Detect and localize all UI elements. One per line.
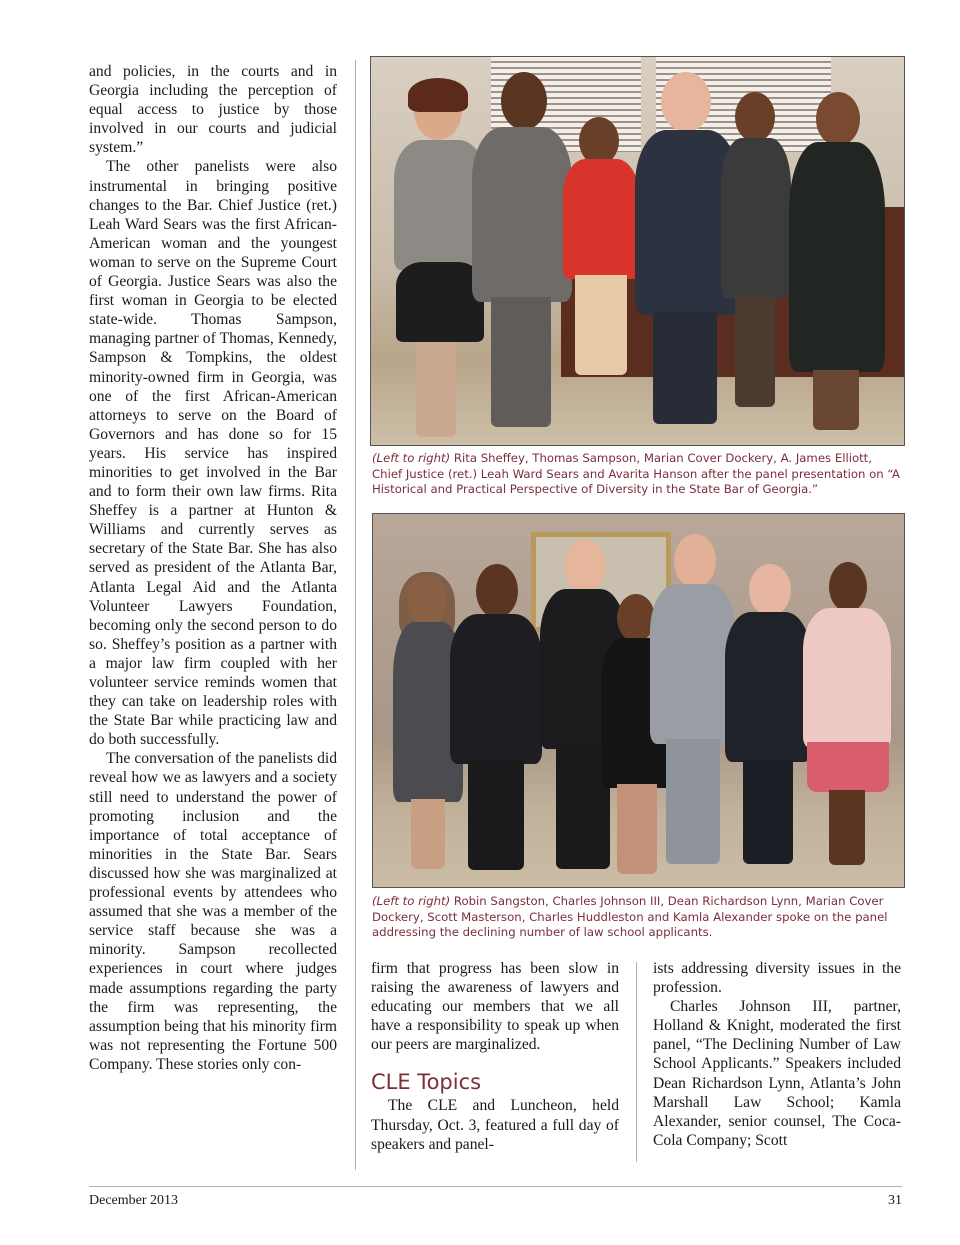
photo-panelists-law-school [372, 513, 905, 888]
photo-caption-top [372, 451, 904, 498]
column-divider-middle [636, 962, 637, 1162]
person-figure [561, 117, 641, 446]
caption-text: Robin Sangston, Charles Johnson III, Dean Richardson Lynn, Marian Cover Dockery, Scott Masterson, Charles Huddleston and Kamla Alexander spoke on the panel addressing the declining number of law school applicants. [372, 894, 888, 940]
person-figure [781, 92, 891, 442]
caption-lead: (Left to right) [372, 451, 451, 465]
person-figure [466, 72, 576, 442]
person-figure [803, 562, 891, 872]
right-paragraph-2: Charles Johnson III, partner, Holland & Knight, moderated the first panel, “The Declining Number of Law School Applicants.” Speakers included Dean Richardson Lynn, Atlanta’s John Marshall Law School; Kamla Alexander, senior counsel, The Coca-Cola Company; Scott [653, 998, 901, 1149]
caption-lead: (Left to right) [372, 894, 451, 908]
footer-divider [89, 1186, 902, 1187]
middle-paragraph-1: firm that progress has been slow in raising the awareness of lawyers and educating our members that we all have a responsibility to speak up when our peers are marginalized. [371, 960, 619, 1054]
person-figure [723, 564, 813, 869]
middle-paragraph-2: The CLE and Luncheon, held Thursday, Oct. 3, featured a full day of speakers and panel- [371, 1097, 619, 1153]
left-paragraph-2: The other panelists were also instrumental in bringing positive changes to the Bar. Chief Justice (ret.) Leah Ward Sears was the first African-American woman and the youngest woman to serve on the Supreme Court of Georgia. Justice Sears was also the first woman in Georgia to be elected state-wide. Thomas Sampson, managing partner of Thomas, Kennedy, Sampson & Tompkins, the oldest minority-owned firm in Georgia, was one of the first African-American attorneys to serve on the Board of Governors and has done so for 15 years. His service has inspired minorities to get involved in the Bar and to form their own law firms. Rita Sheffey is a partner at Hunton & Williams and currently serves as secretary of the State Bar. She has also served as president of the Atlanta Bar, Atlanta Legal Aid and the Atlanta Volunteer Lawyers Foundation, becoming only the second person to do so. Sheffey’s position as a partner with a major law firm coupled with her volunteer service reminds women that they can take on leadership roles with the State Bar while practicing law and do both successfully. [89, 158, 337, 749]
left-paragraph-1: and policies, in the courts and in Georgia including the perception of equal access to justice by those involved in our courts and judicial system.” [89, 63, 337, 157]
right-paragraph-1: ists addressing diversity issues in the profession. [653, 960, 901, 997]
left-paragraph-3: The conversation of the panelists did reveal how we as lawyers and a society still need to understand the power of promoting inclusion and the importance of total acceptance of minorities in the State Bar. Sears discussed how she was marginalized at professional events by attendees who assumed that she was a member of the service staff because she was a minority. Sampson recollected experiences in court where judges made assumptions regarding the party the firm was representing, the assumption being that his minority firm was not representing the Fortune 500 Company. These stories only con- [89, 750, 337, 1073]
caption-text: Rita Sheffey, Thomas Sampson, Marian Cover Dockery, A. James Elliott, Chief Justice (ret.) Leah Ward Sears and Avarita Hanson after the panel presentation on “A Historical and Practical Perspective of Diversity in the State Bar of Georgia.” [372, 451, 900, 497]
person-figure [448, 564, 543, 879]
right-column [653, 959, 901, 1150]
column-divider-left [355, 60, 356, 1170]
middle-column [371, 959, 619, 1154]
photo-caption-bottom [372, 894, 904, 941]
footer-date: December 2013 [89, 1193, 179, 1208]
photo-panelists-historical [370, 56, 905, 446]
page-number: 31 [888, 1193, 902, 1208]
left-column [89, 62, 337, 1074]
section-heading-cle-topics: CLE Topics [371, 1070, 482, 1095]
